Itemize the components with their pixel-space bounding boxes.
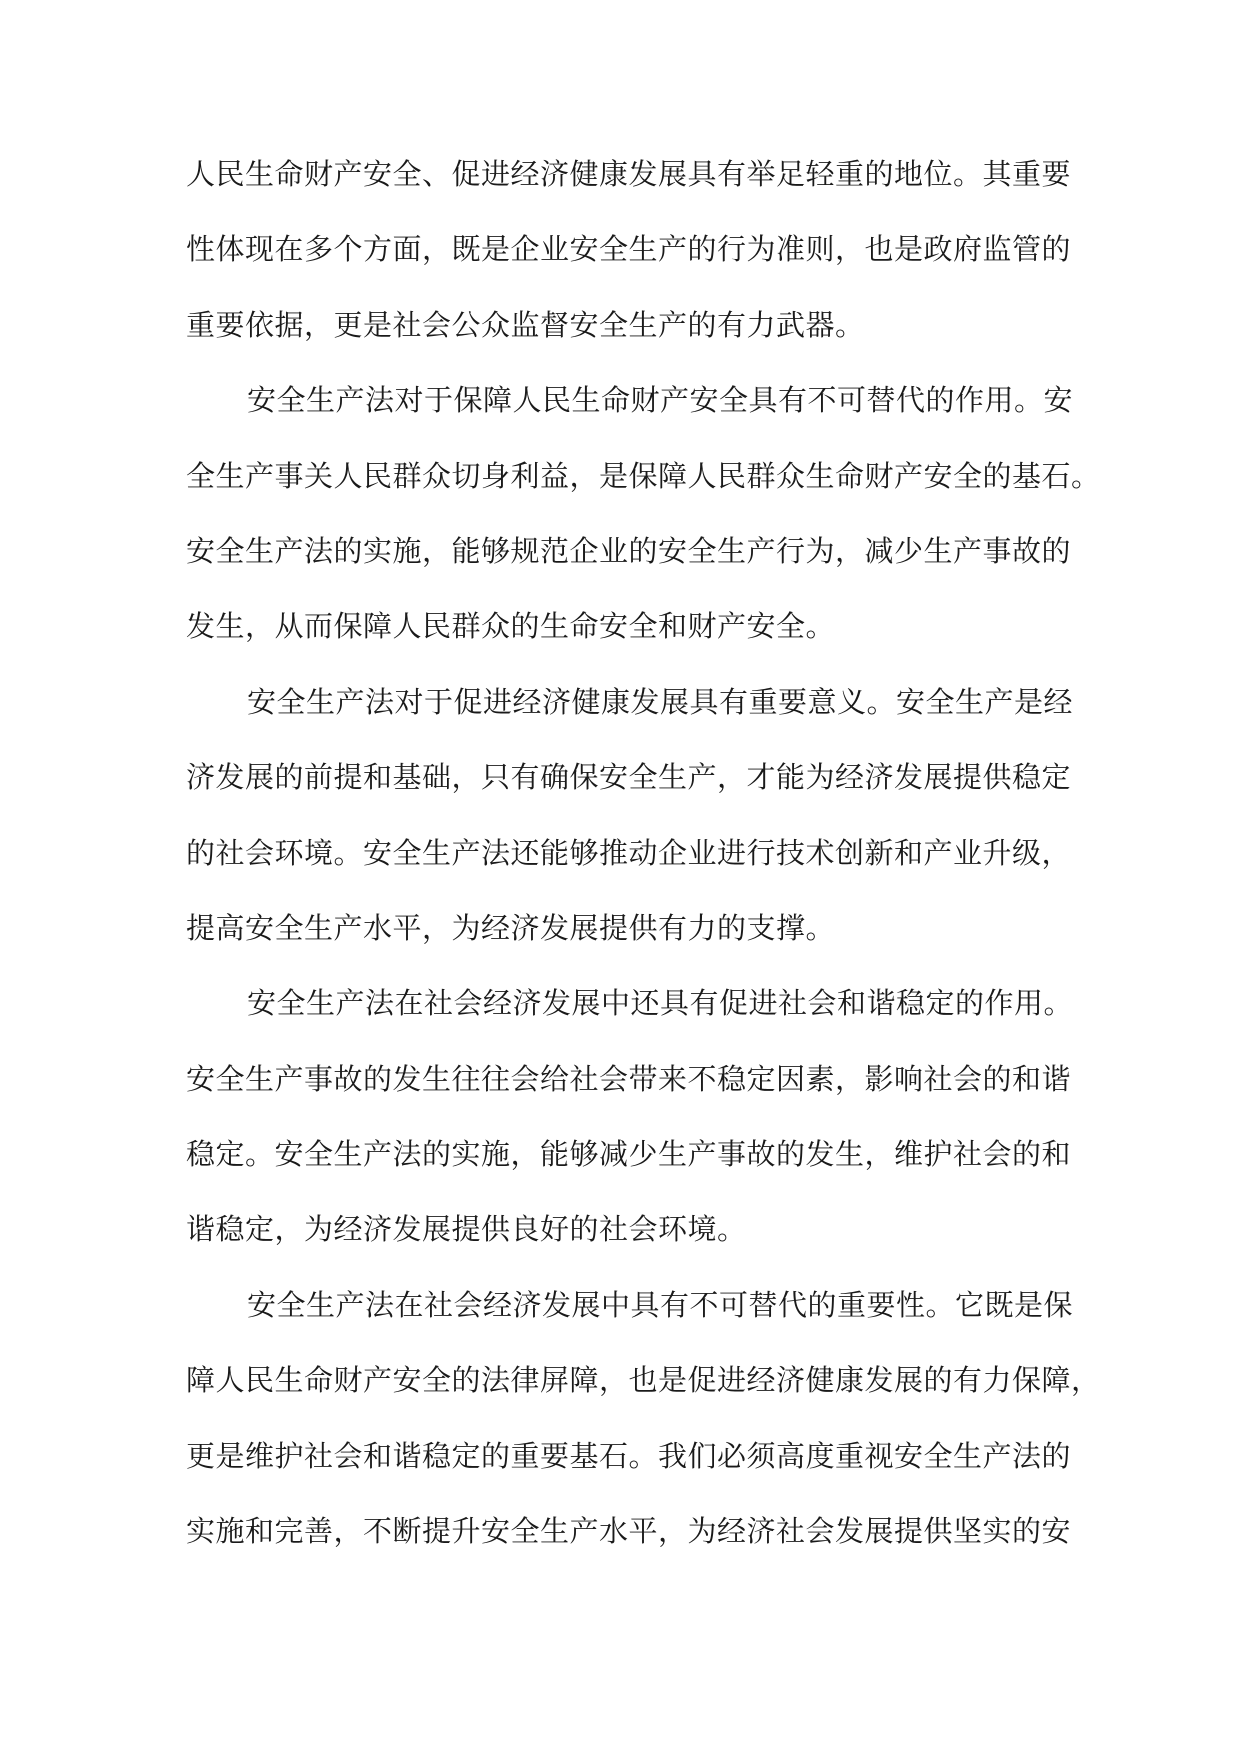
- text-line: 更是维护社会和谐稳定的重要基石。我们必须高度重视安全生产法的: [186, 1438, 1072, 1473]
- text-line: 稳定。安全生产法的实施，能够减少生产事故的发生，维护社会的和: [186, 1137, 1072, 1172]
- text-line: 安全生产法在社会经济发展中具有不可替代的重要性。它既是保: [247, 1287, 1074, 1322]
- text-line: 济发展的前提和基础，只有确保安全生产，才能为经济发展提供稳定: [186, 760, 1072, 795]
- text-line: 安全生产法的实施，能够规范企业的安全生产行为，减少生产事故的: [186, 533, 1072, 568]
- text-line: 人民生命财产安全、促进经济健康发展具有举足轻重的地位。其重要: [186, 157, 1072, 191]
- text-line: 重要依据，更是社会公众监督安全生产的有力武器。: [186, 307, 865, 342]
- text-line: 全生产事关人民群众切身利益，是保障人民群众生命财产安全的基石。: [186, 458, 1101, 493]
- text-line: 安全生产法对于促进经济健康发展具有重要意义。安全生产是经: [247, 684, 1074, 719]
- text-line: 障人民生命财产安全的法律屏障，也是促进经济健康发展的有力保障，: [186, 1363, 1101, 1398]
- text-line: 性体现在多个方面，既是企业安全生产的行为准则，也是政府监管的: [186, 232, 1072, 267]
- text-line: 的社会环境。安全生产法还能够推动企业进行技术创新和产业升级，: [186, 835, 1072, 870]
- document-body: [186, 141, 1101, 1573]
- text-line: 实施和完善，不断提升安全生产水平，为经济社会发展提供坚实的安: [186, 1514, 1072, 1549]
- text-line: 安全生产事故的发生往往会给社会带来不稳定因素，影响社会的和谐: [186, 1061, 1072, 1096]
- text-line: 提高安全生产水平，为经济发展提供有力的支撑。: [186, 910, 836, 945]
- text-line: 谐稳定，为经济发展提供良好的社会环境。: [186, 1212, 747, 1247]
- text-line: 发生，从而保障人民群众的生命安全和财产安全。: [186, 609, 836, 644]
- text-line: 安全生产法对于保障人民生命财产安全具有不可替代的作用。安: [247, 383, 1074, 418]
- text-line: 安全生产法在社会经济发展中还具有促进社会和谐稳定的作用。: [247, 986, 1074, 1021]
